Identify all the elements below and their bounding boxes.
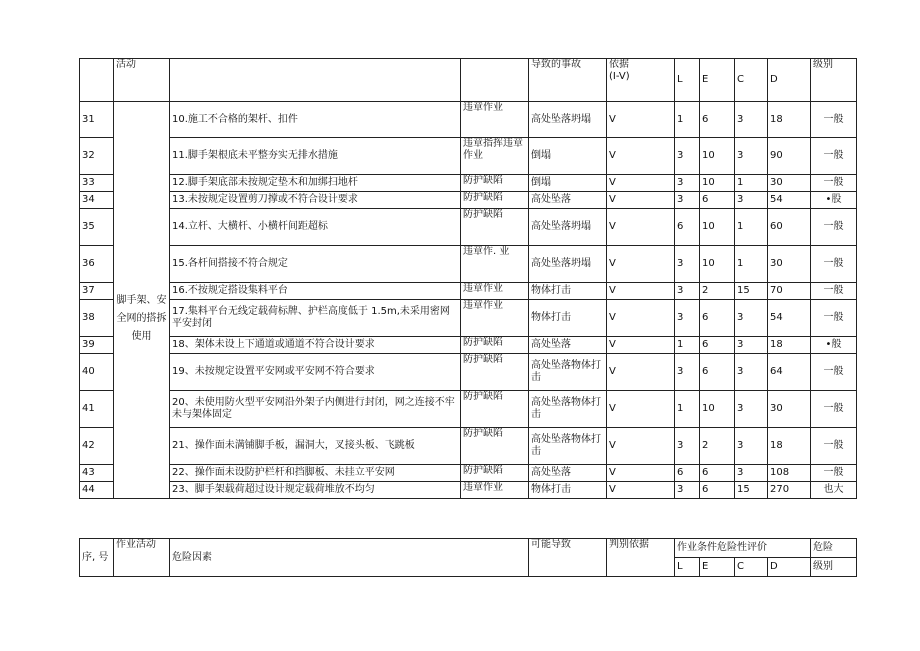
cell-accident: 高处坠落	[529, 192, 607, 209]
cell-accident: 物体打击	[529, 283, 607, 300]
cell-level: •股	[811, 192, 857, 209]
cell-no: 39	[80, 337, 114, 354]
col-eval: 作业条件危险性评价	[675, 539, 811, 558]
cell-level: •般	[811, 337, 857, 354]
col-D: D	[768, 558, 811, 577]
cell-basis: V	[607, 246, 675, 283]
cell-C: 3	[735, 354, 768, 391]
cell-accident: 物体打击	[529, 300, 607, 337]
cell-L: 3	[675, 354, 700, 391]
cell-C: 3	[735, 428, 768, 465]
cell-basis: V	[607, 354, 675, 391]
cell-factor: 11.脚手架根底未平整夯实无排水措施	[170, 138, 461, 175]
cell-no: 34	[80, 192, 114, 209]
cell-factor: 13.未按规定设置剪刀撑或不符合设计要求	[170, 192, 461, 209]
cell-type: 防护缺陷	[461, 391, 529, 428]
cell-D: 90	[768, 138, 811, 175]
cell-accident: 高处坠落坍塌	[529, 102, 607, 138]
cell-type: 违章作业	[461, 283, 529, 300]
table-row	[80, 428, 857, 465]
cell-E: 6	[700, 337, 735, 354]
cell-L: 3	[675, 192, 700, 209]
table-row	[80, 283, 857, 300]
table-row	[80, 138, 857, 175]
cell-L: 1	[675, 391, 700, 428]
table-row	[80, 175, 857, 192]
cell-C: 3	[735, 138, 768, 175]
cell-type: 防护缺陷	[461, 175, 529, 192]
cell-no: 40	[80, 354, 114, 391]
cell-factor: 20、未使用防火型平安网沿外架子内侧进行封闭，网之连接不牢未与架体固定	[170, 391, 461, 428]
cell-E: 10	[700, 209, 735, 246]
cell-D: 18	[768, 102, 811, 138]
cell-type: 违章作业	[461, 102, 529, 138]
header-E: E	[700, 59, 735, 102]
cell-no: 36	[80, 246, 114, 283]
cell-C: 3	[735, 337, 768, 354]
cell-no: 44	[80, 482, 114, 499]
cell-D: 30	[768, 175, 811, 192]
cell-D: 70	[768, 283, 811, 300]
cell-L: 3	[675, 138, 700, 175]
cell-L: 1	[675, 102, 700, 138]
cell-E: 2	[700, 428, 735, 465]
hazard-table	[79, 58, 857, 499]
cell-level: 也大	[811, 482, 857, 499]
cell-level: 一般	[811, 354, 857, 391]
header-L: L	[675, 59, 700, 102]
cell-E: 10	[700, 138, 735, 175]
cell-L: 3	[675, 300, 700, 337]
cell-basis: V	[607, 192, 675, 209]
header-type	[461, 59, 529, 102]
cell-level: 一般	[811, 391, 857, 428]
cell-basis: V	[607, 102, 675, 138]
cell-L: 3	[675, 175, 700, 192]
cell-basis: V	[607, 391, 675, 428]
cell-no: 32	[80, 138, 114, 175]
cell-type: 防护缺陷	[461, 209, 529, 246]
table-row	[80, 482, 857, 499]
header-no	[80, 59, 114, 102]
cell-E: 10	[700, 391, 735, 428]
col-C: C	[735, 558, 768, 577]
cell-E: 10	[700, 246, 735, 283]
header-activity: 活动	[114, 59, 170, 102]
cell-no: 43	[80, 465, 114, 482]
cell-level: 一般	[811, 465, 857, 482]
header-factor	[170, 59, 461, 102]
table-row	[80, 192, 857, 209]
table-row	[80, 246, 857, 283]
cell-accident: 高处坠落	[529, 337, 607, 354]
cell-D: 270	[768, 482, 811, 499]
cell-basis: V	[607, 465, 675, 482]
cell-factor: 10.施工不合格的架杆、扣件	[170, 102, 461, 138]
cell-type: 防护缺陷	[461, 337, 529, 354]
table-header-row	[80, 59, 857, 102]
cell-factor: 22、操作面未设防护栏杆和挡脚板、未挂立平安网	[170, 465, 461, 482]
header-C: C	[735, 59, 768, 102]
col-L: L	[675, 558, 700, 577]
cell-accident: 高处坠落物体打击	[529, 428, 607, 465]
cell-accident: 倒塌	[529, 175, 607, 192]
cell-D: 64	[768, 354, 811, 391]
cell-no: 37	[80, 283, 114, 300]
cell-no: 33	[80, 175, 114, 192]
table-row	[80, 337, 857, 354]
cell-C: 15	[735, 482, 768, 499]
cell-level: 一般	[811, 246, 857, 283]
col-factor: 危险因素	[170, 539, 529, 577]
cell-factor: 18、架体未设上下通道或通道不符合设计要求	[170, 337, 461, 354]
cell-E: 2	[700, 283, 735, 300]
cell-basis: V	[607, 209, 675, 246]
cell-factor: 17.集料平台无线定载荷标牌、护栏高度低于 1.5m,未采用密网平安封闭	[170, 300, 461, 337]
table-row	[80, 391, 857, 428]
cell-D: 30	[768, 246, 811, 283]
col-no: 序, 号	[80, 539, 114, 577]
cell-accident: 物体打击	[529, 482, 607, 499]
cell-basis: V	[607, 138, 675, 175]
cell-E: 6	[700, 465, 735, 482]
cell-E: 6	[700, 102, 735, 138]
cell-type: 违章作. 业	[461, 246, 529, 283]
cell-accident: 高处坠落物体打击	[529, 354, 607, 391]
cell-basis: V	[607, 337, 675, 354]
cell-no: 38	[80, 300, 114, 337]
cell-factor: 15.各杆间搭接不符合规定	[170, 246, 461, 283]
cell-D: 18	[768, 428, 811, 465]
cell-L: 1	[675, 337, 700, 354]
cell-C: 3	[735, 102, 768, 138]
col-accident: 可能导致	[529, 539, 607, 577]
cell-L: 6	[675, 209, 700, 246]
cell-C: 15	[735, 283, 768, 300]
cell-D: 108	[768, 465, 811, 482]
cell-factor: 14.立杆、大横杆、小横杆间距超标	[170, 209, 461, 246]
cell-accident: 高处坠落物体打击	[529, 391, 607, 428]
cell-accident: 高处坠落坍塌	[529, 209, 607, 246]
cell-L: 6	[675, 465, 700, 482]
table-row	[80, 465, 857, 482]
cell-basis: V	[607, 283, 675, 300]
cell-accident: 高处坠落坍塌	[529, 246, 607, 283]
cell-basis: V	[607, 175, 675, 192]
cell-type: 违章作业	[461, 482, 529, 499]
cell-factor: 23、脚手架载荷超过设计规定载荷堆放不均匀	[170, 482, 461, 499]
cell-accident: 倒塌	[529, 138, 607, 175]
cell-L: 3	[675, 428, 700, 465]
cell-basis: V	[607, 300, 675, 337]
cell-type: 违章指挥违章作业	[461, 138, 529, 175]
table-row	[80, 354, 857, 391]
cell-D: 30	[768, 391, 811, 428]
cell-level: 一般	[811, 209, 857, 246]
col-activity: 作业活动	[114, 539, 170, 577]
cell-E: 10	[700, 175, 735, 192]
col-basis: 判别依据	[607, 539, 675, 577]
header-level: 级别	[811, 59, 857, 102]
cell-D: 54	[768, 192, 811, 209]
cell-level: 一般	[811, 300, 857, 337]
cell-level: 一般	[811, 102, 857, 138]
cell-factor: 21、操作面未满铺脚手板，漏洞大，叉接头板、飞跳板	[170, 428, 461, 465]
cell-C: 1	[735, 209, 768, 246]
activity-group-label: 脚手架、安全网的搭拆使用	[114, 102, 170, 499]
cell-type: 防护缺陷	[461, 465, 529, 482]
table-row	[80, 300, 857, 337]
cell-D: 54	[768, 300, 811, 337]
cell-level: 一般	[811, 428, 857, 465]
cell-basis: V	[607, 428, 675, 465]
cell-factor: 19、未按规定设置平安网或平安网不符合要求	[170, 354, 461, 391]
cell-no: 42	[80, 428, 114, 465]
cell-E: 6	[700, 192, 735, 209]
cell-level: 一般	[811, 175, 857, 192]
cell-C: 1	[735, 175, 768, 192]
cell-L: 3	[675, 482, 700, 499]
col-E: E	[700, 558, 735, 577]
cell-type: 防护缺陷	[461, 428, 529, 465]
cell-factor: 12.脚手架底部未按规定垫木和加绑扫地杆	[170, 175, 461, 192]
cell-L: 3	[675, 246, 700, 283]
cell-accident: 高处坠落	[529, 465, 607, 482]
cell-C: 3	[735, 391, 768, 428]
cell-factor: 16.不按规定搭设集料平台	[170, 283, 461, 300]
cell-D: 60	[768, 209, 811, 246]
cell-D: 18	[768, 337, 811, 354]
cell-L: 3	[675, 283, 700, 300]
cell-C: 3	[735, 300, 768, 337]
cell-type: 防护缺陷	[461, 354, 529, 391]
cell-E: 6	[700, 354, 735, 391]
cell-C: 1	[735, 246, 768, 283]
header-consequence: 导致的事故	[529, 59, 607, 102]
cell-type: 违章作业	[461, 300, 529, 337]
col-level-line1: 危险	[811, 539, 857, 558]
cell-basis: V	[607, 482, 675, 499]
col-level-line2: 级别	[811, 558, 857, 577]
cell-level: 一般	[811, 283, 857, 300]
evaluation-header-table	[79, 538, 857, 577]
table-row	[80, 102, 857, 138]
table-row	[80, 209, 857, 246]
cell-C: 3	[735, 192, 768, 209]
cell-no: 35	[80, 209, 114, 246]
header-basis: 依据 (I-V)	[607, 59, 675, 102]
cell-no: 41	[80, 391, 114, 428]
cell-no: 31	[80, 102, 114, 138]
cell-C: 3	[735, 465, 768, 482]
cell-type: 防护缺陷	[461, 192, 529, 209]
header-D: D	[768, 59, 811, 102]
cell-E: 6	[700, 300, 735, 337]
cell-E: 6	[700, 482, 735, 499]
cell-level: 一般	[811, 138, 857, 175]
